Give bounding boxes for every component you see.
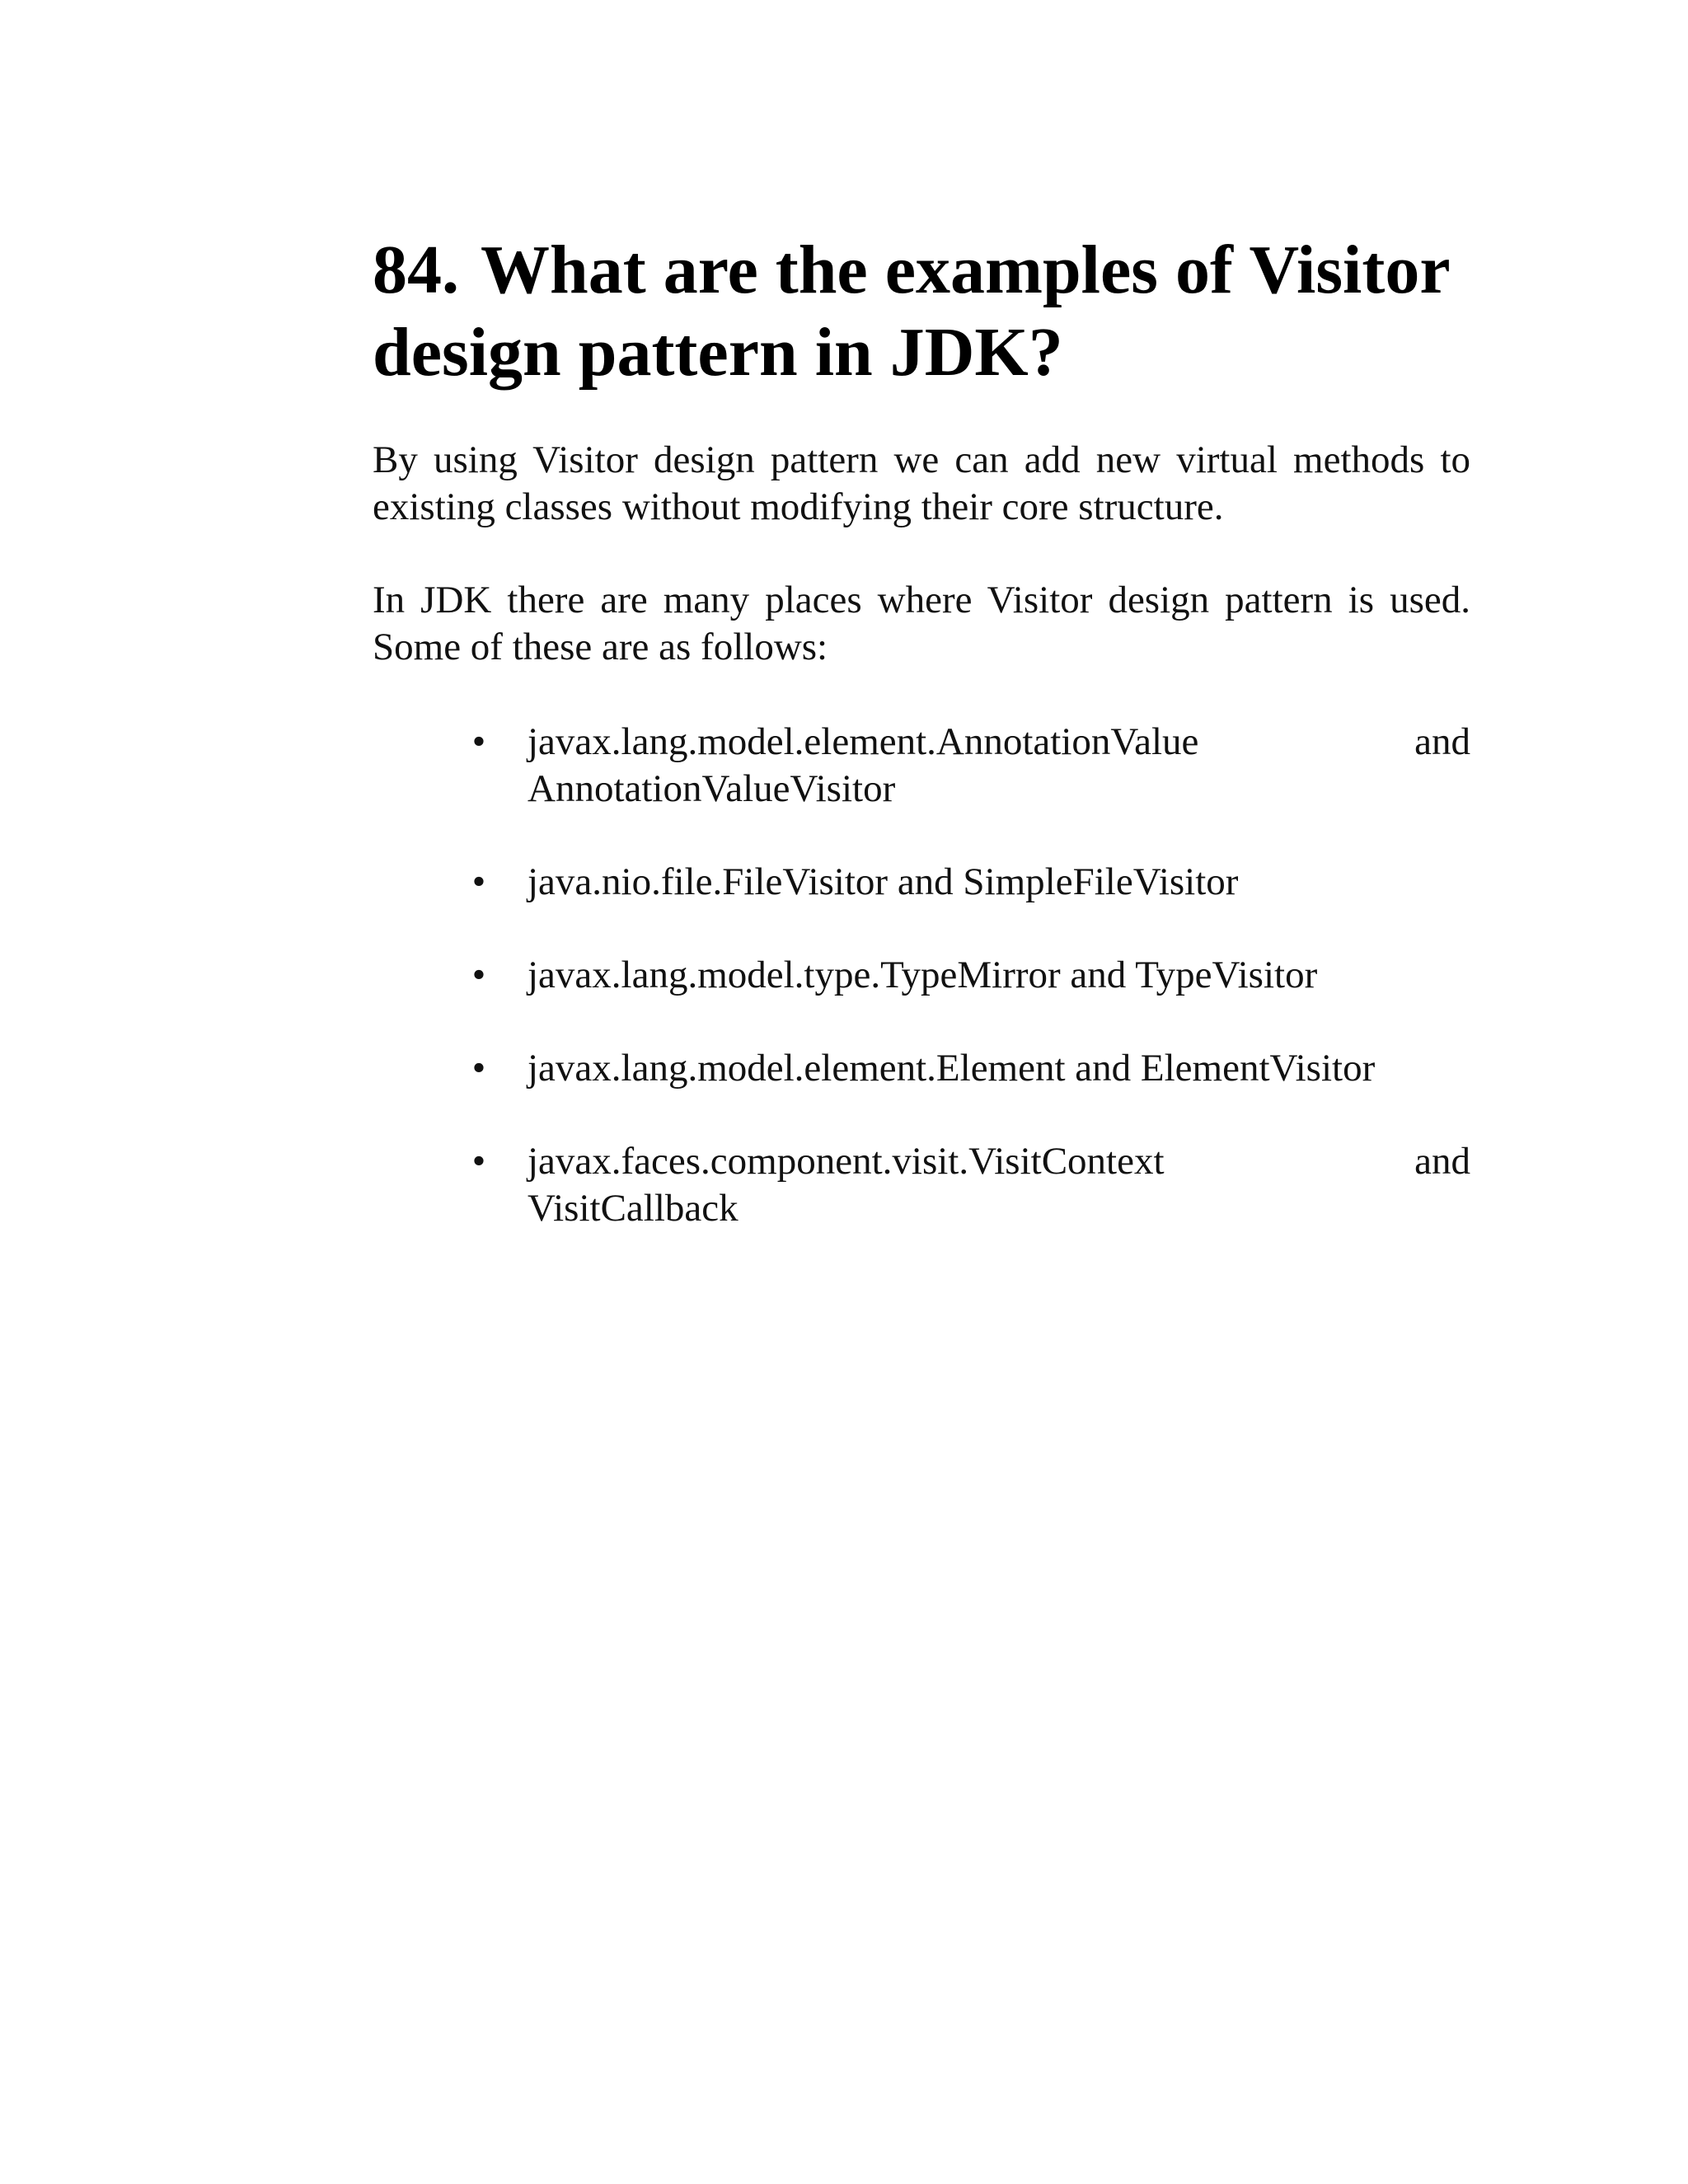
title-line-1: What are the examples of Visitor: [481, 232, 1451, 308]
usage-line-1: In JDK there are many places where Visitor design pattern is used.: [373, 579, 1470, 621]
jdk-usage-paragraph: [373, 577, 1470, 671]
list-item-conjunction: and: [1414, 1140, 1470, 1183]
list-item-text: java.nio.file.FileVisitor and SimpleFileVisitor: [528, 860, 1239, 903]
bullet-icon: •: [471, 720, 486, 763]
list-item-text: javax.faces.component.visit.VisitContext: [528, 1140, 1165, 1183]
list-item-continuation: VisitCallback: [528, 1187, 738, 1230]
list-item: [373, 1138, 1470, 1232]
bullet-icon: •: [471, 860, 486, 903]
list-item: [373, 719, 1470, 813]
intro-paragraph: [373, 437, 1470, 531]
visitor-examples-list: [373, 719, 1470, 1232]
list-item-text: javax.lang.model.element.AnnotationValue: [528, 720, 1199, 763]
list-item: [373, 859, 1470, 906]
list-item: [373, 952, 1470, 999]
bullet-icon: •: [471, 1140, 486, 1183]
list-item-text: javax.lang.model.element.Element and ElementVisitor: [528, 1047, 1376, 1090]
question-number: 84.: [373, 232, 459, 308]
list-item-conjunction: and: [1414, 720, 1470, 763]
document-page: [373, 229, 1470, 1278]
intro-line-2: existing classes without modifying their core structure.: [373, 485, 1224, 528]
bullet-icon: •: [471, 954, 486, 996]
page-title: [373, 229, 1470, 394]
list-item: [373, 1045, 1470, 1092]
intro-line-1: By using Visitor design pattern we can add new virtual methods to: [373, 438, 1470, 481]
title-line-2: design pattern in JDK?: [373, 314, 1063, 391]
usage-line-2: Some of these are as follows:: [373, 626, 828, 668]
bullet-icon: •: [471, 1047, 486, 1090]
list-item-text: javax.lang.model.type.TypeMirror and TypeVisitor: [528, 954, 1318, 996]
list-item-continuation: AnnotationValueVisitor: [528, 767, 896, 810]
